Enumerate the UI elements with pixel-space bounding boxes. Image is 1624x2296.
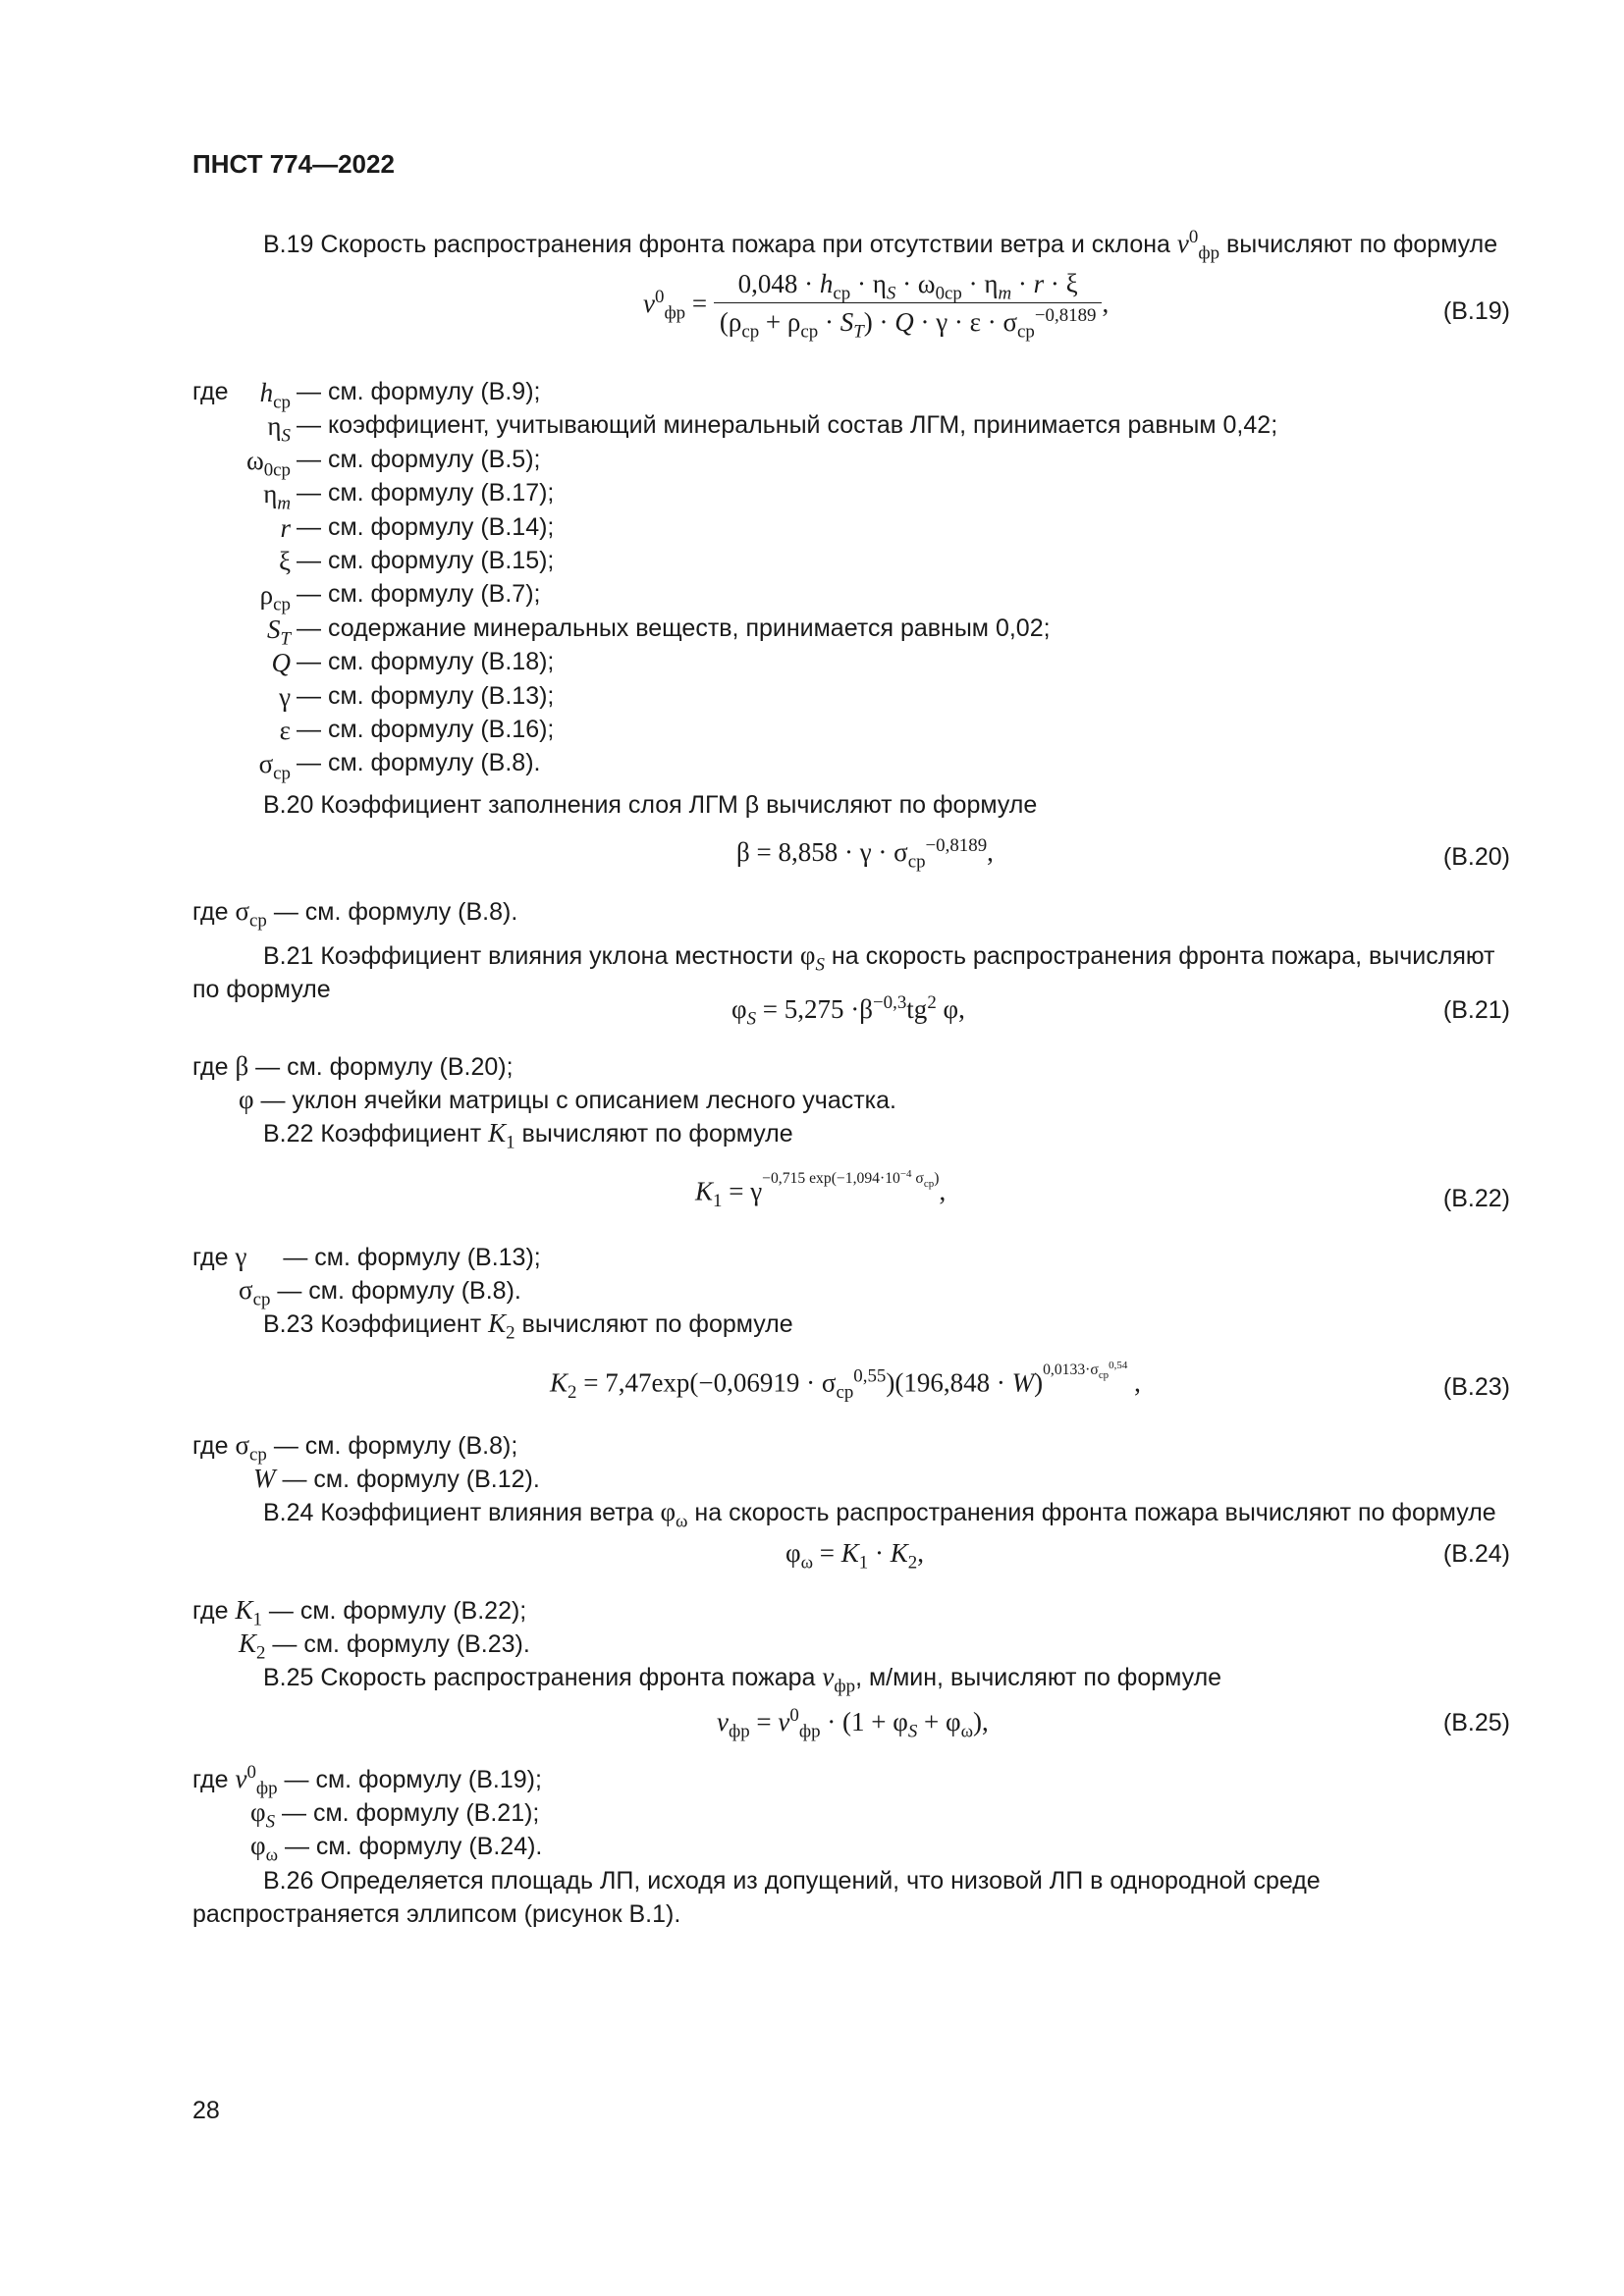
definition-lead-word: где — [192, 378, 229, 405]
formula-b19: $v^0_{фр}$ = $\frac{0,048 \cdot h_{ср} \cdot \eta_S \cdot \omega_{0ср} \cdot \eta_m \cdot r \cdot \xi}{(\rho_{ср} + \rho_{ср} \cdot S_T) \cdot Q \cdot \gamma \cdot \varepsilon \cdot \sigma_{ср}^{-0,8189}}$ , — [643, 269, 1110, 343]
definition-text: — см. формулу (В.7); — [297, 580, 541, 609]
definition-b25-v0: где $v^0_{фр}$ — см. формулу (В.19); — [192, 1762, 542, 1799]
formula-b23: $K_2 = 7,47\exp(-0,06919 \cdot \sigma_{ср}^{0,55})(196,848 \cdot W)^{0,0133\cdot\sigma_{ср}^{0,54}}$ , — [550, 1360, 1141, 1403]
definition-text: — см. формулу (В.16); — [297, 716, 555, 743]
definition-b24-k1: где $K_1$ — см. формулу (В.22); — [192, 1595, 527, 1630]
definition-b20: где $\sigma_{ср}$ — см. формулу (В.8). — [192, 896, 518, 932]
definition-item — [192, 377, 1469, 413]
definition-symbol: $\eta_m$ — [263, 479, 291, 514]
document-id: ПНСТ 774—2022 — [192, 149, 395, 179]
definition-item — [192, 614, 1469, 650]
definition-symbol: $\omega_{0ср}$ — [245, 445, 291, 481]
page-number: 28 — [192, 2097, 220, 2124]
definition-text: — см. формулу (В.14); — [297, 512, 555, 541]
paragraph-b26: В.26 Определяется площадь ЛП, исходя из допущений, что низовой ЛП в однородной среде распространяется эллипсом (рисунок В.1). — [192, 1867, 1321, 1928]
definition-symbol: ε — [279, 716, 291, 745]
definition-item — [192, 445, 1469, 481]
definition-b24-k2: $K_2$ — см. формулу (В.23). — [239, 1629, 530, 1664]
definition-symbol: γ — [279, 681, 291, 712]
definition-symbol: $h_{ср}$ — [259, 378, 291, 413]
definition-text: — см. формулу (В.17); — [297, 479, 555, 507]
definition-item — [192, 410, 1469, 447]
definition-symbol: $S_T$ — [266, 614, 291, 650]
definition-item — [192, 546, 1469, 579]
definition-item — [192, 478, 1469, 514]
definition-text: — см. формулу (В.15); — [297, 547, 555, 574]
definition-item — [192, 579, 1469, 613]
definition-b23-sigma: где $\sigma_{ср}$ — см. формулу (В.8); — [192, 1430, 518, 1466]
definition-b22-sigma: $\sigma_{ср}$ — см. формулу (В.8). — [239, 1275, 521, 1310]
definition-item — [192, 748, 1469, 784]
definition-text: — см. формулу (В.9); — [297, 378, 541, 405]
definition-text: — содержание минеральных веществ, принимается равным 0,02; — [297, 614, 1051, 642]
definition-item — [192, 512, 1469, 546]
definition-text: — см. формулу (В.13); — [297, 681, 555, 710]
equation-number-b21: (В.21) — [1442, 996, 1510, 1024]
formula-b25: $v_{фр} = v^0_{фр} \cdot (1 + \varphi_S + \varphi_\omega)$, — [717, 1705, 989, 1742]
definition-b25-phis: $\varphi_S$ — см. формулу (В.21); — [250, 1797, 540, 1833]
definition-b25-phiw: $\varphi_\omega$ — см. формулу (В.24). — [250, 1831, 543, 1866]
definition-text: — см. формулу (В.8). — [297, 749, 541, 777]
definition-symbol: $\sigma_{ср}$ — [258, 749, 291, 784]
definition-symbol: r — [280, 512, 291, 543]
definition-text: — см. формулу (В.5); — [297, 445, 541, 473]
formula-b24: $\varphi_\omega = K_1 \cdot K_2$, — [785, 1538, 924, 1574]
definition-symbol: $\eta_S$ — [267, 411, 291, 447]
paragraph-b20: В.20 Коэффициент заполнения слоя ЛГМ β вычисляют по формуле — [263, 791, 1038, 819]
paragraph-b23: В.23 Коэффициент $K_2$ вычисляют по формуле — [263, 1308, 793, 1344]
definition-b22-gamma: где γ — см. формулу (В.13); — [192, 1242, 541, 1271]
equation-number-b23: (В.23) — [1442, 1373, 1510, 1401]
paragraph-b24: В.24 Коэффициент влияния ветра $\varphi_\omega$ на скорость распространения фронта пожара вычисляют по формуле — [263, 1497, 1496, 1532]
definition-text: — см. формулу (В.18); — [297, 648, 555, 676]
definition-symbol: $\rho_{ср}$ — [259, 580, 291, 615]
equation-number-b25: (В.25) — [1442, 1709, 1510, 1736]
equation-number-b24: (В.24) — [1442, 1540, 1510, 1568]
definition-b21-phi: φ — уклон ячейки матрицы с описанием лесного участка. — [239, 1085, 897, 1114]
formula-b21: $\varphi_S = 5,275 \cdot\beta^{-0,3}tg^2$ φ, — [731, 992, 965, 1030]
definition-symbol: Q — [271, 648, 291, 678]
definition-text: — коэффициент, учитывающий минеральный состав ЛГМ, принимается равным 0,42; — [297, 411, 1278, 440]
equation-number-b20: (В.20) — [1442, 843, 1510, 871]
equation-number-b19: (В.19) — [1442, 297, 1510, 325]
equation-number-b22: (В.22) — [1442, 1185, 1510, 1212]
definition-b21-beta: где β — см. формулу (В.20); — [192, 1051, 514, 1081]
formula-b20: $\beta = 8,858 \cdot \gamma \cdot \sigma_{ср}^{-0,8189}$, — [736, 835, 994, 873]
definition-item — [192, 681, 1469, 715]
paragraph-b19: В.19 Скорость распространения фронта пожара при отсутствии ветра и склона $v^0_{фр}$ вычисляют по формуле — [263, 227, 1498, 264]
paragraph-b21: В.21 Коэффициент влияния уклона местности $\varphi_S$ на скорость распространения фронта пожара, вычисляют по формуле — [192, 940, 1495, 1003]
definition-item — [192, 647, 1469, 680]
formula-b22: $K_1 = \gamma^{-0,715 exp(-1,094\cdot 10^{-4} \sigma_{ср})}$, — [695, 1168, 947, 1211]
definition-symbol: ξ — [278, 547, 291, 576]
definition-b23-w: W — см. формулу (В.12). — [253, 1464, 540, 1493]
paragraph-b25: В.25 Скорость распространения фронта пожара $v_{фр}$, м/мин, вычисляют по формуле — [263, 1662, 1222, 1697]
definition-item — [192, 715, 1469, 748]
paragraph-b22: В.22 Коэффициент $K_1$ вычисляют по формуле — [263, 1118, 793, 1153]
